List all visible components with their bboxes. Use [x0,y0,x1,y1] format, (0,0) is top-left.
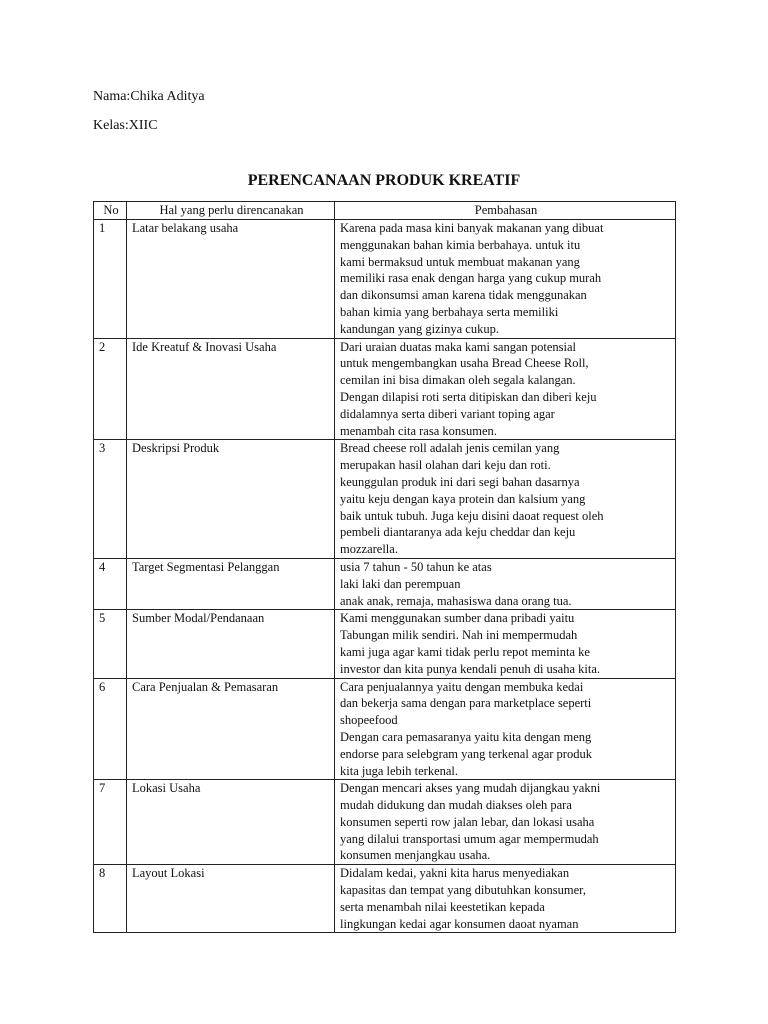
column-header-pembahasan: Pembahasan [335,202,676,220]
discussion-line: dan dikonsumsi aman karena tidak menggunakan [340,288,587,303]
discussion-line: Kami menggunakan sumber dana pribadi yaitu [340,611,575,626]
row-topic: Target Segmentasi Pelanggan [127,558,335,609]
discussion-line: kami juga agar kami tidak perlu repot meminta ke [340,644,590,659]
row-discussion [335,440,676,559]
discussion-line: anak anak, remaja, mahasiswa dana orang tua. [340,593,572,608]
discussion-line: dan bekerja sama dengan para marketplace seperti [340,696,592,711]
table-header-row [94,202,676,220]
row-number: 4 [94,558,127,609]
table-row [94,338,676,440]
planning-table [93,201,676,933]
discussion-line: didalamnya serta diberi variant toping agar [340,406,555,421]
discussion-line: konsumen menjangkau usaha. [340,848,491,863]
discussion-line: mudah didukung dan mudah diakses oleh para [340,798,572,813]
discussion-line: shopeefood [340,713,398,728]
discussion-line: baik untuk tubuh. Juga keju disini daoat request oleh [340,508,604,523]
table-row [94,610,676,678]
discussion-line: Tabungan milik sendiri. Nah ini mempermudah [340,628,578,643]
student-name: Nama:Chika Aditya [93,89,205,104]
table-row [94,865,676,933]
row-topic: Latar belakang usaha [127,220,335,339]
document-title: PERENCANAAN PRODUK KREATIF [247,172,521,189]
row-topic: Lokasi Usaha [127,780,335,865]
discussion-line: Karena pada masa kini banyak makanan yang dibuat [340,221,604,235]
column-header-no: No [94,202,127,220]
row-number: 8 [94,865,127,933]
discussion-line: Dari uraian duatas maka kami sangan potensial [340,339,577,354]
discussion-line: Dengan mencari akses yang mudah dijangkau yakni [340,781,601,796]
row-number: 1 [94,220,127,339]
discussion-line: kita juga lebih terkenal. [340,763,459,778]
row-topic: Sumber Modal/Pendanaan [127,610,335,678]
discussion-line: mozzarella. [340,542,398,557]
table-row [94,558,676,609]
discussion-line: untuk mengembangkan usaha Bread Cheese Roll, [340,356,589,371]
discussion-line: Bread cheese roll adalah jenis cemilan yang [340,441,560,456]
row-discussion [335,338,676,440]
discussion-line: cemilan ini bisa dimakan oleh segala kalangan. [340,373,576,388]
discussion-line: pembeli diantaranya ada keju cheddar dan keju [340,525,576,540]
discussion-line: memiliki rasa enak dengan harga yang cukup murah [340,271,602,286]
row-number: 6 [94,678,127,780]
discussion-line: menggunakan bahan kimia berbahaya. untuk itu [340,237,581,252]
row-topic: Ide Kreatuf & Inovasi Usaha [127,338,335,440]
discussion-line: Dengan cara pemasaranya yaitu kita dengan meng [340,729,592,744]
student-class: Kelas:XIIC [93,118,158,133]
discussion-line: kami bermaksud untuk membuat makanan yang [340,254,580,269]
discussion-line: investor dan kita punya kendali penuh di usaha kita. [340,661,601,676]
discussion-line: usia 7 tahun - 50 tahun ke atas [340,559,492,574]
discussion-line: yang dilalui transportasi umum agar mempermudah [340,831,599,846]
row-discussion [335,865,676,933]
discussion-line: endorse para selebgram yang terkenal agar produk [340,746,592,761]
table-row [94,220,676,339]
discussion-line: yaitu keju dengan kaya protein dan kalsium yang [340,491,586,506]
row-topic: Deskripsi Produk [127,440,335,559]
row-topic: Cara Penjualan & Pemasaran [127,678,335,780]
discussion-line: Didalam kedai, yakni kita harus menyediakan [340,866,570,881]
row-number: 5 [94,610,127,678]
row-topic: Layout Lokasi [127,865,335,933]
row-discussion [335,220,676,339]
discussion-line: lingkungan kedai agar konsumen daoat nyaman [340,916,579,931]
column-header-hal: Hal yang perlu direncanakan [127,202,335,220]
discussion-line: menambah cita rasa konsumen. [340,423,497,438]
discussion-line: bahan kimia yang berbahaya serta memiliki [340,304,559,319]
table-row [94,678,676,780]
row-number: 2 [94,338,127,440]
discussion-line: laki laki dan perempuan [340,576,461,591]
table-row [94,440,676,559]
discussion-line: keunggulan produk ini dari segi bahan dasarnya [340,474,580,489]
discussion-line: kandungan yang gizinya cukup. [340,321,499,336]
discussion-line: serta menambah nilai keestetikan kepada [340,899,545,914]
row-discussion [335,558,676,609]
discussion-line: konsumen seperti row jalan lebar, dan lokasi usaha [340,814,595,829]
row-discussion [335,780,676,865]
discussion-line: merupakan hasil olahan dari keju dan roti. [340,458,551,473]
row-discussion [335,610,676,678]
table-body [94,220,676,933]
row-discussion [335,678,676,780]
row-number: 3 [94,440,127,559]
discussion-line: kapasitas dan tempat yang dibutuhkan konsumer, [340,883,586,898]
discussion-line: Dengan dilapisi roti serta ditipiskan dan diberi keju [340,389,597,404]
row-number: 7 [94,780,127,865]
discussion-line: Cara penjualannya yaitu dengan membuka kedai [340,679,584,694]
table-row [94,780,676,865]
